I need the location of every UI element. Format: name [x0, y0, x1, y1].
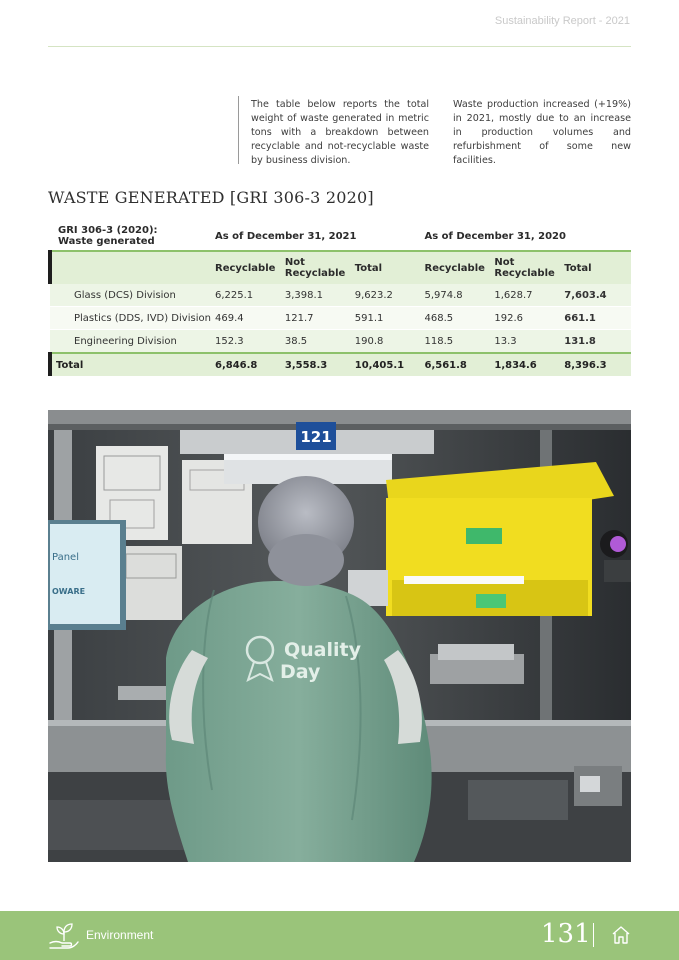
home-icon[interactable]: [610, 924, 632, 946]
column-header: Not Recyclable: [284, 257, 346, 279]
corner-label-line2: Waste generated: [58, 236, 155, 247]
table-row: [50, 284, 631, 307]
total-cell: 6,846.8: [215, 359, 258, 371]
monitor-text-panel: Panel: [52, 552, 79, 563]
section-title: WASTE GENERATED [GRI 306-3 2020]: [48, 188, 374, 207]
total-cell: 1,834.6: [494, 359, 537, 371]
gown-text-day: Day: [280, 661, 321, 683]
table-cell: 3,398.1: [285, 284, 355, 307]
table-cell: 131.8: [564, 330, 631, 354]
table-cell: 6,225.1: [215, 284, 285, 307]
lab-worker-illustration: [48, 410, 631, 862]
footer-section-label: Environment: [86, 928, 154, 942]
total-cell: 8,396.3: [564, 359, 607, 371]
table-cell: 13.3: [494, 330, 564, 354]
table-cell: 121.7: [285, 307, 355, 330]
period-2021: As of December 31, 2021: [215, 230, 357, 242]
footer-divider: [593, 923, 594, 947]
column-header-blank: [50, 251, 215, 284]
total-cell: 3,558.3: [284, 359, 328, 371]
total-label: Total: [50, 353, 215, 376]
table-row: [50, 307, 631, 330]
table-cell: 1,628.7: [494, 284, 564, 307]
table-period-header: [50, 222, 631, 251]
total-cell: 6,561.8: [424, 359, 467, 371]
table-cell: 9,623.2: [355, 284, 425, 307]
header-rule: [48, 46, 631, 47]
table-cell: 469.4: [215, 307, 285, 330]
table-cell: 468.5: [425, 307, 495, 330]
table-cell: 661.1: [564, 307, 631, 330]
table-cell: 5,974.8: [425, 284, 495, 307]
lab-worker-photo: [48, 410, 631, 862]
page-number: 131: [541, 919, 591, 949]
station-number: 121: [300, 428, 332, 446]
total-cell: 10,405.1: [354, 359, 405, 371]
table-total-row: [50, 353, 631, 376]
table-row: [50, 330, 631, 354]
monitor-text-oware: OWARE: [52, 587, 86, 596]
column-header: Total: [564, 262, 592, 274]
period-2020: As of December 31, 2020: [424, 230, 566, 242]
waste-table: [48, 222, 631, 376]
table-cell: 118.5: [425, 330, 495, 354]
column-header: Recyclable: [215, 262, 276, 274]
hand-plant-icon: [48, 921, 80, 951]
table-corner-label: [50, 222, 215, 251]
intro-left-paragraph: The table below reports the total weight of waste generated in metric tons with a breakdown between recyclable and not-recyclable waste by business division.: [238, 96, 429, 164]
header-title: Sustainability Report - 2021: [494, 15, 630, 27]
row-label: Engineering Division: [50, 330, 215, 354]
intro-right-paragraph: Waste production increased (+19%) in 2021, mostly due to an increase in production volumes and refurbishment of some new facilities.: [453, 99, 631, 166]
row-label: Glass (DCS) Division: [50, 284, 215, 307]
table-cell: 38.5: [285, 330, 355, 354]
table-cell: 7,603.4: [564, 284, 631, 307]
table-cell: 591.1: [355, 307, 425, 330]
table-cell: 192.6: [494, 307, 564, 330]
table-cell: 152.3: [215, 330, 285, 354]
table-column-header: [50, 251, 631, 284]
page-footer: [0, 911, 679, 960]
gown-text-quality: Quality: [284, 639, 361, 661]
table-cell: 190.8: [355, 330, 425, 354]
corner-label-line1: GRI 306-3 (2020):: [58, 225, 158, 236]
row-label: Plastics (DDS, IVD) Division: [50, 307, 215, 330]
column-header: Recyclable: [424, 262, 485, 274]
column-header: Total: [354, 262, 383, 274]
column-header: Not Recyclable: [494, 257, 555, 279]
